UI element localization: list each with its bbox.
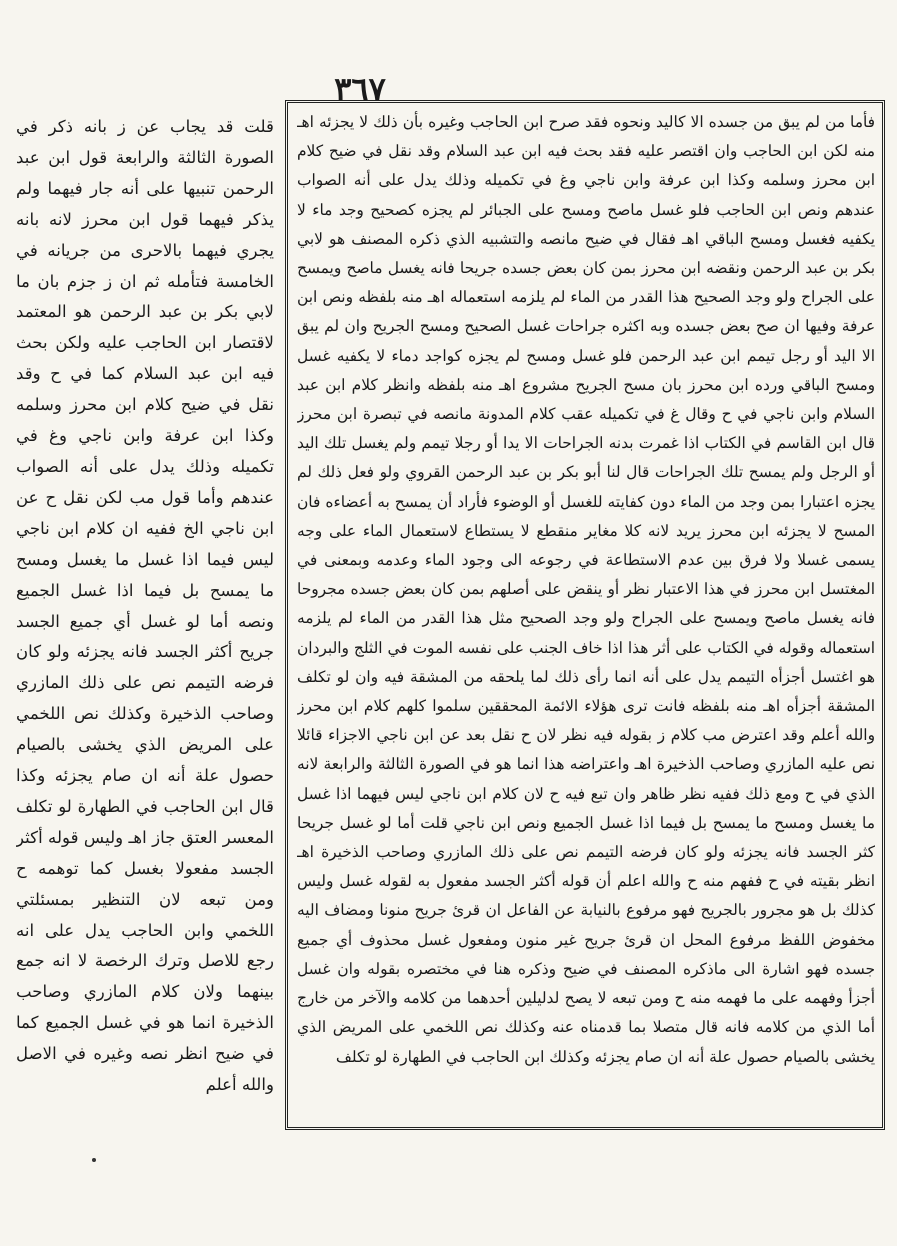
main-text-block: فأما من لم يبق من جسده الا كاليد ونحوه فقد صرح ابن الحاجب وغيره بأن ذلك لا يجزئه اهـ منه لكن ابن الحاجب وان اقتصر عليه فقد بحث فيه ابن عبد السلام وقد نقل في ضيح كلام ابن محرز وسلمه وكذا ابن عرفة وابن ناجي وغ في تكميله وذلك يدل على أنه الصواب عندهم ونص ابن الحاجب فلو غسل ماصح ومسح على الجبائر لم يجزه كصحيح وجد ماء لا يكفيه فغسل ومسح الباقي اهـ فقال في ضيح مانصه والتشبيه الذي ذكره المصنف هو لابي بكر بن عبد الرحمن ونقضه ابن محرز بمن كان بعض جسده جريحا فانه يغسل ماصح ويمسح على الجراح ولو وجد الصحيح هذا القدر من الماء لم يلزمه استعماله اهـ منه بلفظه ونص ابن عرفة وفيها ان صح بعض جسده وبه اكثره جراحات غسل الصحيح ومسح الجريح وان لم يبق الا اليد أو رجل تيمم ابن عبد الرحمن فلو غسل ومسح لم يجزه كواجد دماء لا يكفيه غسل ومسح الباقي ورده ابن محرز بان مسح الجريح مشروع اهـ منه بلفظه وانظر كلام ابن عبد السلام وابن ناجي في ح وقال غ في تكميله عقب كلام المدونة مانصه في تبصرة ابن محرز قال ابن القاسم في الكتاب اذا غمرت بدنه الجراحات الا يدا أو رجلا تيمم ولم يغسل تلك اليد أو الرجل ولم يمسح تلك الجراحات قال لنا أبو بكر بن عبد الرحمن القروي ولو فعل ذلك لم يجزه اعتبارا بمن وجد من الماء دون كفايته للغسل أو الوضوء فأراد أن يمسح به أعضاءه فان المسح لا يجزئه ابن محرز يريد لانه كلا مغاير منقطع لا يستطاع لاستعمال الماء على وجه يسمى غسلا ولا فرق بين عدم الاستطاعة في رجوعه الى وجود الماء وعدمه وبمعنى في المغتسل ابن محرز في هذا الاعتبار نظر أو ينقض على أصلهم بمن كان بعض جسده مجروحا فانه يغسل ماصح ويمسح على الجراح ولو وجد الصحيح مثل هذا القدر من الماء لم يلزمه استعماله وقوله في الكتاب على أثر هذا اذا خاف الجنب على نفسه الموت في الثلج والبردان هو اغتسل أجزأه التيمم يدل على أنه انما رأى ذلك لما يلحقه من المشقة فيه وان لو تكلف المشقة أجزأه اهـ منه بلفظه فانت ترى هؤلاء الائمة المحققين سلموا كلهم كلام ابن محرز والله أعلم وقد اعترض مب كلام ز بقوله فيه نظر لان ح نقل بعد عن ابن ناجي الاجزاء قائلا نص عليه المازري وصاحب الذخيرة اهـ واعتراضه هذا انما هو في الصورة الثالثة والرابعة لانه الذي في ح ومع ذلك ففيه نظر ظاهر وان تبع فيه ح لان كلام ابن ناجي ليس فيهما اذا غسل ما يغسل ومسح ما يمسح بل فيما اذا غسل الجميع ونص ابن ناجي قلت أما لو غسل جريحا كثر الجسد فانه يجزئه ولو كان فرضه التيمم نص على ذلك المازري وصاحب الذخيرة اهـ انظر بقيته في ح ففهم منه ح والله اعلم أن قوله أكثر الجسد مفعول به لقوله غسل وليس كذلك بل هو مجرور بالجريح فهو مرفوع بالنيابة عن الفاعل ان قرئ جريح منونا ومضاف اليه مخفوض اللفظ مرفوع المحل ان قرئ جريح غير منون ومفعول غسل محذوف أي جميع جسده فهو اشارة الى ماذكره المصنف في ضيح وذكره هنا في مختصره بقوله وان غسل أجزأ وفهمه على ما فهمه منه ح ومن تبعه لا يصح لدليلين أحدهما من كلامه والآخر من خارج أما الذي من كلامه فانه قال متصلا بما قدمناه عنه وكذلك نص اللخمي على المريض الذي يخشى بالصيام حصول علة أنه ان صام يجزئه وكذلك ابن الحاجب في الطهارة لو تكلف (297, 113, 875, 1066)
page-number: ٣٦٧ (334, 70, 386, 108)
ink-speck (92, 1158, 96, 1162)
margin-commentary-block: قلت قد يجاب عن ز بانه ذكر في الصورة الثالثة والرابعة قول ابن عبد الرحمن تنبيها على أنه جار فيهما ولم يذكر فيهما قول ابن محرز لانه بانه يجري فيهما بالاحرى من جريانه في الخامسة فتأمله ثم ان ز جزم بان ما لابي بكر بن عبد الرحمن هو المعتمد لاقتصار ابن الحاجب عليه ولكن بحث فيه ابن عبد السلام كما في ح وقد نقل في ضيح كلام ابن محرز وسلمه وكذا ابن عرفة وابن ناجي وغ في تكميله وذلك يدل على أنه الصواب عندهم وأما قول مب لكن نقل ح عن ابن ناجي الخ ففيه ان كلام ابن ناجي ليس فيما اذا غسل ما يغسل ومسح ما يمسح بل فيما اذا غسل الجميع ونصه أما لو غسل أي جميع الجسد جريح أكثر الجسد فانه يجزئه ولو كان فرضه التيمم نص على ذلك المازري وصاحب الذخيرة وكذلك نص اللخمي على المريض الذي يخشى بالصيام حصول علة أنه ان صام يجزئه وكذا قال ابن الحاجب في الطهارة لو تكلف المعسر العتق جاز اهـ وليس قوله أكثر الجسد مفعولا بغسل كما توهمه ح ومن تبعه لان التنظير بمسئلتي اللخمي وابن الحاجب يدل على انه رجع للاصل وترك الرخصة لا انه جمع بينهما ولان كلام المازري وصاحب الذخيرة انما هو في غسل الجميع كما في ضيح انظر نصه وغيره في الاصل والله أعلم (16, 117, 274, 1095)
